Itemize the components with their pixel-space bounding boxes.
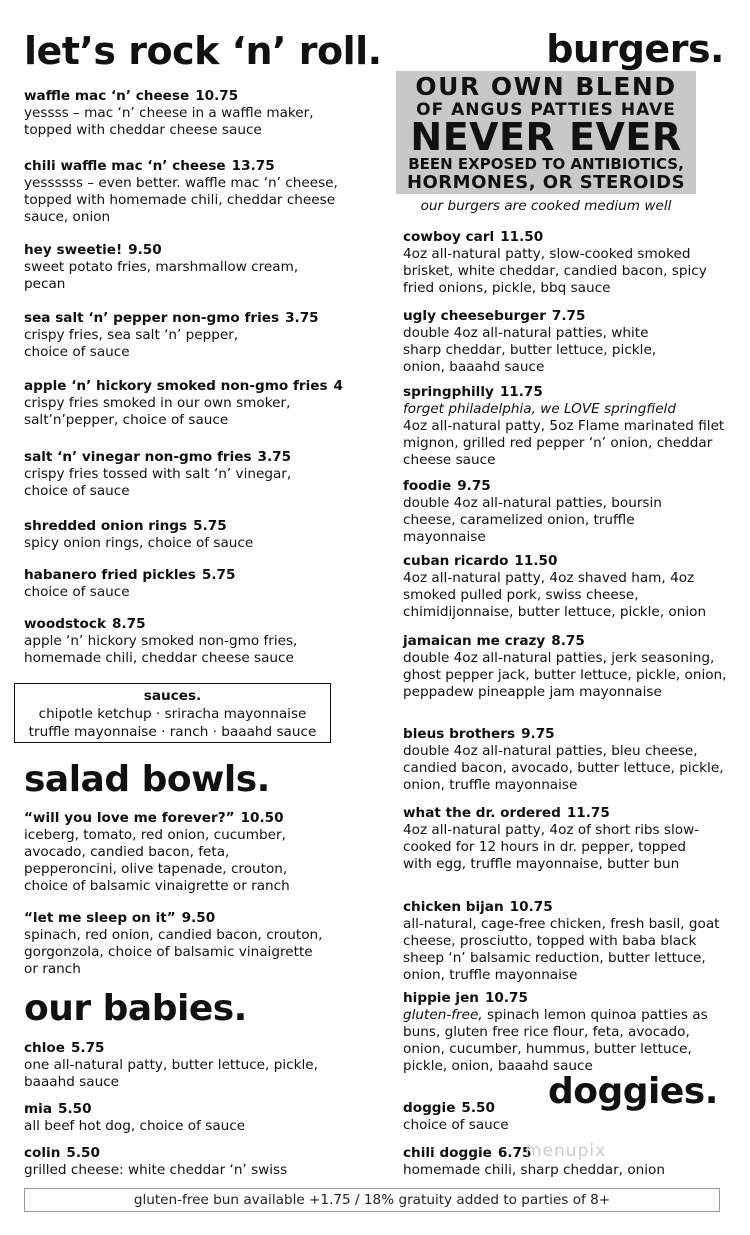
item-name: bleus brothers — [403, 726, 516, 742]
banner-line: HORMONES, OR STEROIDS — [406, 172, 686, 193]
item-price: 9.50 — [181, 910, 216, 926]
item-desc: double 4oz all-natural patties, white sharp cheddar, butter lettuce, pickle, onion, baaahd sauce — [403, 325, 657, 375]
doggies-title: doggies. — [548, 1071, 718, 1112]
banner-line: OF ANGUS PATTIES HAVE — [416, 100, 676, 120]
item-price: 11.50 — [500, 229, 544, 245]
item-price: 8.75 — [112, 616, 146, 632]
item-price: 5.75 — [193, 518, 227, 534]
item-desc: 4oz all-natural patty, 5oz Flame marinated filet mignon, grilled red pepper ‘n’ onion, cheddar cheese sauce — [403, 418, 725, 468]
item-desc: all-natural, cage-free chicken, fresh basil, goat cheese, prosciutto, topped with baba black sheep ‘n’ balsamic reduction, butter lettuce, onion, truffle mayonnaise — [403, 916, 720, 983]
item-tagline: gluten-free, — [403, 1007, 483, 1023]
item-price: 7.75 — [551, 308, 586, 324]
menu-item — [24, 310, 319, 361]
item-price: 4 — [333, 378, 344, 394]
item-desc: all beef hot dog, choice of sauce — [24, 1118, 246, 1134]
item-price: 5.50 — [58, 1101, 92, 1117]
menu-item — [24, 1040, 344, 1091]
item-desc: 4oz all-natural patty, 4oz shaved ham, 4oz smoked pulled pork, swiss cheese, chimidijonnaise, butter lettuce, pickle, onion — [403, 570, 707, 620]
item-price: 5.75 — [70, 1040, 105, 1056]
menu-item — [24, 567, 344, 601]
item-name: waffle mac ‘n’ cheese — [24, 88, 190, 104]
item-name: springphilly — [403, 384, 494, 400]
item-name: “let me sleep on it” — [24, 910, 176, 926]
item-price: 11.50 — [514, 553, 558, 569]
item-desc: yessss – mac ‘n’ cheese in a waffle maker, topped with cheddar cheese sauce — [24, 105, 314, 138]
banner-line: NEVER EVER — [410, 115, 682, 159]
item-name: hippie jen — [403, 990, 479, 1006]
item-desc: choice of sauce — [403, 1117, 509, 1133]
item-desc: iceberg, tomato, red onion, cucumber, avocado, candied bacon, feta, pepperoncini, olive tapenade, crouton, choice of balsamic vinaigrette or ranch — [24, 827, 290, 894]
item-price: 3.75 — [257, 449, 292, 465]
menu-item — [24, 158, 344, 226]
menu-item — [24, 1145, 344, 1179]
babies-title: our babies. — [24, 988, 247, 1029]
item-price: 9.75 — [457, 478, 491, 494]
item-desc: crispy fries tossed with salt ‘n’ vinegar, choice of sauce — [24, 466, 292, 499]
item-desc: spinach lemon quinoa patties as buns, gluten free rice flour, feta, avocado, onion, cucumber, hummus, butter lettuce, pickle, onion, baaahd sauce — [403, 1007, 708, 1074]
item-price: 11.75 — [566, 805, 610, 821]
watermark: menupix — [525, 1141, 607, 1161]
menu-item — [24, 810, 324, 895]
item-name: chloe — [24, 1040, 65, 1056]
item-desc: sweet potato fries, marshmallow cream, pecan — [24, 259, 299, 292]
item-name: chili doggie — [403, 1145, 492, 1161]
footer-note: gluten-free bun available +1.75 / 18% gratuity added to parties of 8+ — [24, 1188, 720, 1212]
sauces-line: truffle mayonnaise · ranch · baaahd sauce — [28, 724, 317, 740]
menu-item — [403, 478, 733, 546]
item-desc: spicy onion rings, choice of sauce — [24, 535, 254, 551]
item-price: 6.75 — [497, 1145, 532, 1161]
menu-item — [403, 633, 733, 701]
menu-item — [24, 518, 344, 552]
item-desc: 4oz all-natural patty, slow-cooked smoked brisket, white cheddar, candied bacon, spicy fried onions, pickle, bbq sauce — [403, 246, 707, 296]
item-desc: spinach, red onion, candied bacon, crouton, gorgonzola, choice of balsamic vinaigrette or ranch — [24, 927, 323, 977]
item-desc: crispy fries, sea salt ‘n’ pepper, choice of sauce — [24, 327, 239, 360]
item-name: cowboy carl — [403, 229, 495, 245]
item-price: 5.75 — [201, 567, 236, 583]
item-name: “will you love me forever?” — [24, 810, 235, 826]
salad-title: salad bowls. — [24, 759, 270, 800]
item-name: mia — [24, 1101, 52, 1117]
cooked-note: our burgers are cooked medium well — [420, 198, 672, 214]
menu-item — [24, 449, 324, 500]
sauces-line: chipotle ketchup · sriracha mayonnaise — [38, 706, 307, 722]
banner-line: BEEN EXPOSED TO ANTIBIOTICS, — [408, 155, 684, 173]
menu-item — [403, 1100, 509, 1134]
item-price: 13.75 — [231, 158, 275, 174]
item-price: 9.75 — [521, 726, 555, 742]
menu-item — [24, 378, 343, 429]
item-name: woodstock — [24, 616, 106, 632]
menu-item — [403, 553, 733, 621]
menu-item — [24, 88, 324, 139]
item-name: jamaican me crazy — [403, 633, 546, 649]
menu-item — [403, 805, 733, 873]
item-name: hey sweetie! — [24, 242, 123, 258]
item-price: 8.75 — [551, 633, 585, 649]
item-price: 5.50 — [66, 1145, 100, 1161]
item-desc: apple ‘n’ hickory smoked non-gmo fries, homemade chili, cheddar cheese sauce — [24, 633, 298, 666]
item-name: doggie — [403, 1100, 456, 1116]
banner-line: OUR OWN BLEND — [415, 72, 677, 101]
item-tagline: forget philadelphia, we LOVE springfield — [403, 401, 676, 417]
menu-item — [24, 616, 324, 667]
menu-item — [403, 384, 733, 469]
item-name: what the dr. ordered — [403, 805, 561, 821]
burgers-title: burgers. — [546, 27, 724, 71]
item-desc: double 4oz all-natural patties, bleu cheese, candied bacon, avocado, butter lettuce, pickle, onion, truffle mayonnaise — [403, 743, 724, 793]
item-name: habanero fried pickles — [24, 567, 196, 583]
item-name: salt ‘n’ vinegar non-gmo fries — [24, 449, 252, 465]
item-desc: yessssss – even better. waffle mac ‘n’ cheese, topped with homemade chili, cheddar cheese sauce, onion — [24, 175, 338, 225]
menu-item — [24, 242, 319, 293]
menu-item — [403, 229, 733, 297]
item-desc: double 4oz all-natural patties, boursin cheese, caramelized onion, truffle mayonnaise — [403, 495, 662, 545]
item-name: cuban ricardo — [403, 553, 509, 569]
menu-item — [403, 308, 733, 376]
item-desc: one all-natural patty, butter lettuce, pickle, baaahd sauce — [24, 1057, 318, 1090]
sauces-box — [14, 683, 331, 743]
item-name: foodie — [403, 478, 452, 494]
item-desc: crispy fries smoked in our own smoker, salt’n’pepper, choice of sauce — [24, 395, 291, 428]
menu-item — [24, 910, 324, 978]
item-price: 10.75 — [484, 990, 528, 1006]
item-price: 5.50 — [461, 1100, 495, 1116]
menu-item — [24, 1101, 344, 1135]
item-name: colin — [24, 1145, 61, 1161]
item-name: sea salt ‘n’ pepper non-gmo fries — [24, 310, 280, 326]
item-name: shredded onion rings — [24, 518, 188, 534]
item-desc: 4oz all-natural patty, 4oz of short ribs slow-cooked for 12 hours in dr. pepper, topped with egg, truffle mayonnaise, butter bun — [403, 822, 700, 872]
item-name: ugly cheeseburger — [403, 308, 546, 324]
rock-title: let’s rock ‘n’ roll. — [24, 29, 382, 73]
item-desc: choice of sauce — [24, 584, 130, 600]
item-desc: grilled cheese: white cheddar ‘n’ swiss — [24, 1162, 288, 1178]
menu-item — [403, 899, 733, 984]
item-name: apple ‘n’ hickory smoked non-gmo fries — [24, 378, 328, 394]
item-price: 10.50 — [240, 810, 284, 826]
item-name: chili waffle mac ‘n’ cheese — [24, 158, 226, 174]
sauces-title: sauces. — [143, 688, 202, 704]
item-price: 9.50 — [128, 242, 162, 258]
menu-item — [403, 990, 733, 1075]
angus-banner — [396, 71, 696, 194]
item-name: chicken bijan — [403, 899, 504, 915]
item-price: 10.75 — [195, 88, 239, 104]
item-price: 3.75 — [285, 310, 319, 326]
item-price: 11.75 — [499, 384, 543, 400]
item-desc: double 4oz all-natural patties, jerk seasoning, ghost pepper jack, butter lettuce, pickle, onion, peppadew pineapple jam mayonnaise — [403, 650, 727, 700]
item-desc: homemade chili, sharp cheddar, onion — [403, 1162, 665, 1178]
item-price: 10.75 — [509, 899, 553, 915]
menu-item — [403, 726, 733, 794]
